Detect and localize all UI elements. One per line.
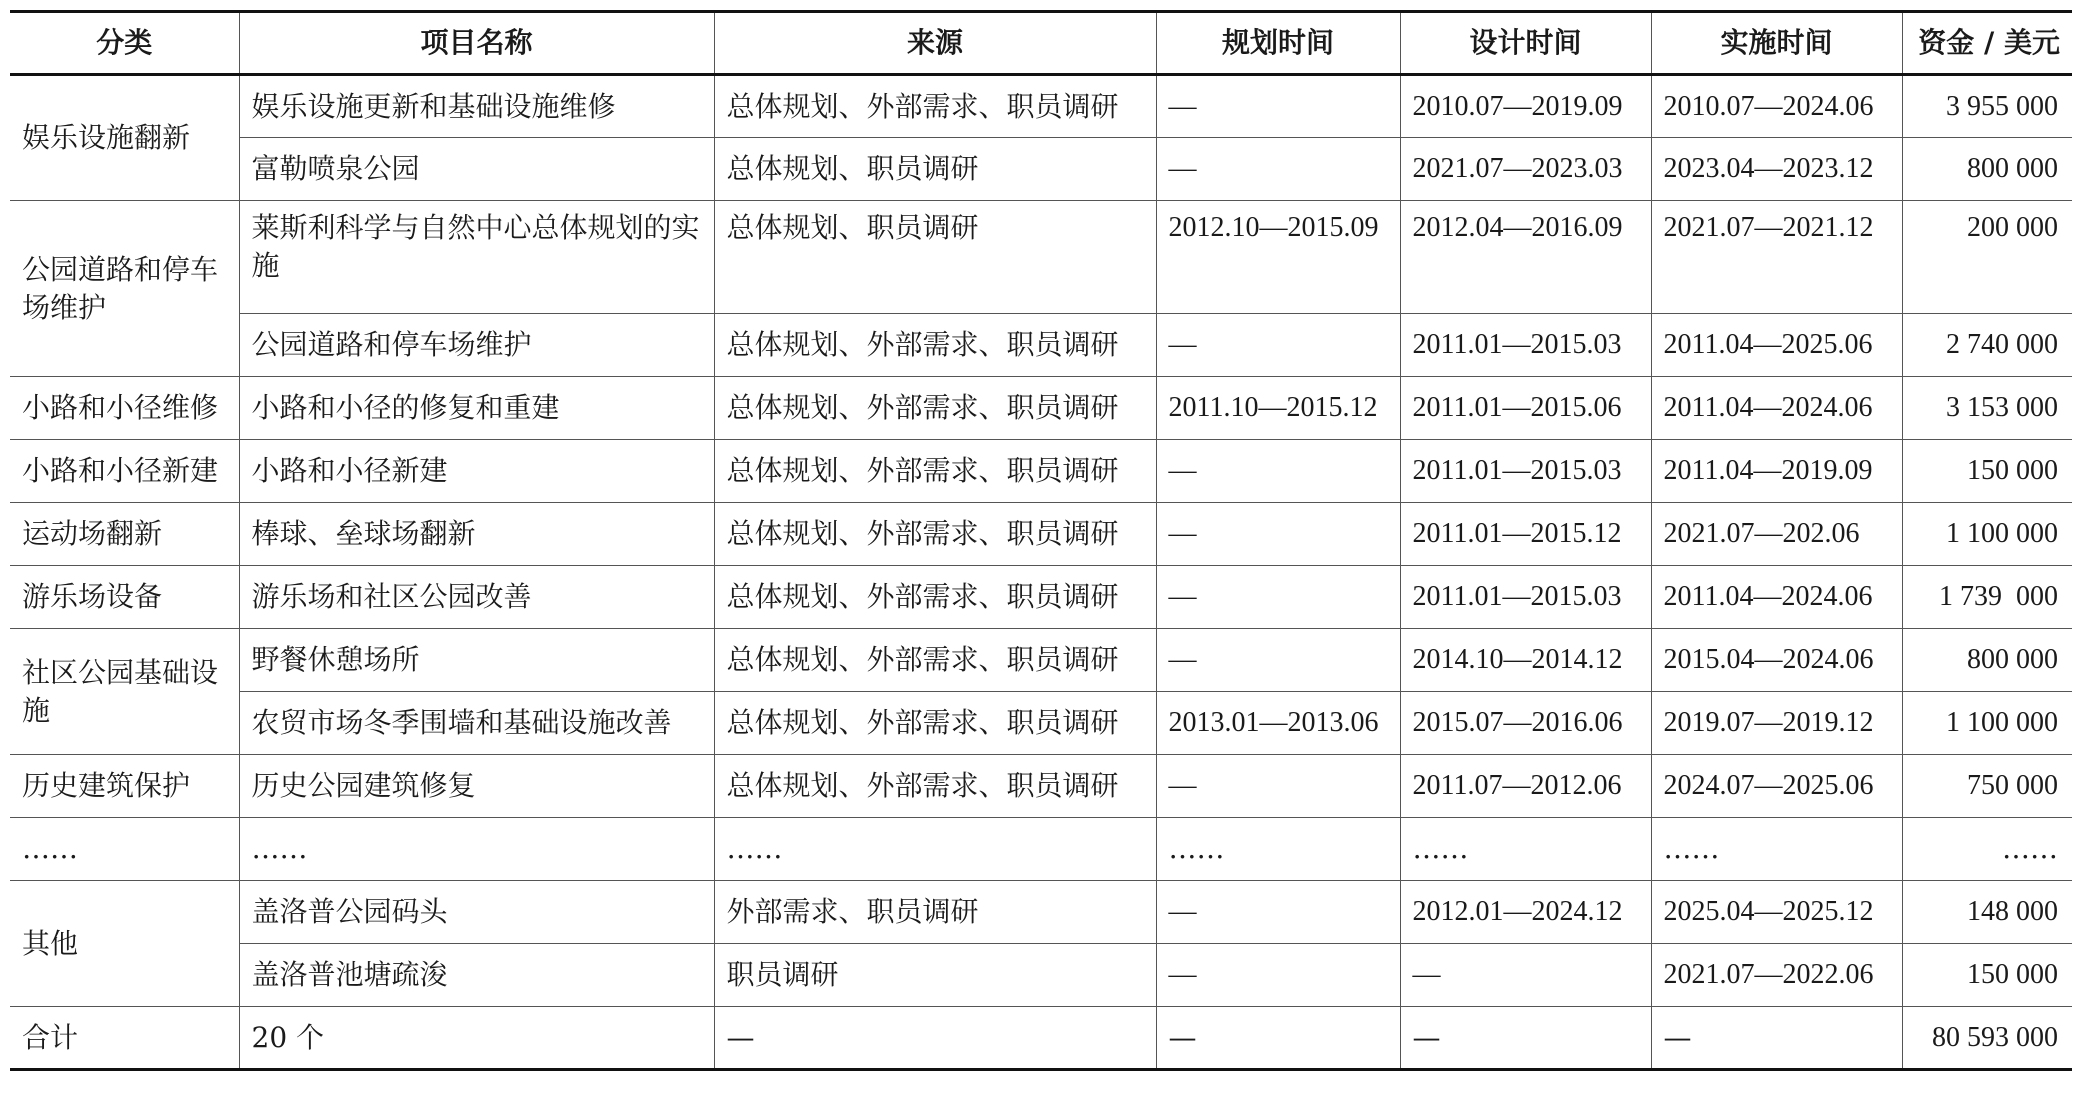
funding-cell: 3 153 000	[1902, 377, 2072, 440]
planning-time-cell: —	[1156, 440, 1400, 503]
funding-cell: 1 739 000	[1902, 566, 2072, 629]
implementation-time-cell: 2011.04—2025.06	[1651, 314, 1902, 377]
implementation-time-cell: 2023.04—2023.12	[1651, 138, 1902, 201]
table-row-ellipsis	[10, 818, 2072, 881]
category-cell: ……	[10, 818, 239, 881]
table-row	[10, 944, 2072, 1007]
funding-cell: 800 000	[1902, 138, 2072, 201]
category-cell: 小路和小径新建	[10, 440, 239, 503]
source-cell: 总体规划、外部需求、职员调研	[714, 75, 1156, 138]
funding-cell: 200 000	[1902, 201, 2072, 314]
design-time-cell: 2011.01—2015.06	[1400, 377, 1651, 440]
planning-time-cell: —	[1156, 1007, 1400, 1070]
project-name-cell: 游乐场和社区公园改善	[239, 566, 714, 629]
design-time-cell: 2011.01—2015.12	[1400, 503, 1651, 566]
design-time-cell: 2011.01—2015.03	[1400, 314, 1651, 377]
header-source: 来源	[714, 12, 1156, 75]
header-project-name: 项目名称	[239, 12, 714, 75]
funding-cell: ……	[1902, 818, 2072, 881]
planning-time-cell: —	[1156, 944, 1400, 1007]
category-cell: 历史建筑保护	[10, 755, 239, 818]
table-row	[10, 314, 2072, 377]
planning-time-cell: 2013.01—2013.06	[1156, 692, 1400, 755]
table-row	[10, 440, 2072, 503]
source-cell: —	[714, 1007, 1156, 1070]
implementation-time-cell: 2025.04—2025.12	[1651, 881, 1902, 944]
project-name-cell: 盖洛普公园码头	[239, 881, 714, 944]
funding-cell: 3 955 000	[1902, 75, 2072, 138]
project-name-cell: 莱斯利科学与自然中心总体规划的实施	[239, 201, 714, 314]
implementation-time-cell: —	[1651, 1007, 1902, 1070]
project-table-container	[10, 10, 2072, 1071]
category-cell: 运动场翻新	[10, 503, 239, 566]
design-time-cell: 2011.01—2015.03	[1400, 440, 1651, 503]
project-name-cell: 盖洛普池塘疏浚	[239, 944, 714, 1007]
design-time-cell: 2011.07—2012.06	[1400, 755, 1651, 818]
source-cell: 外部需求、职员调研	[714, 881, 1156, 944]
project-name-cell: 公园道路和停车场维护	[239, 314, 714, 377]
source-cell: 总体规划、外部需求、职员调研	[714, 503, 1156, 566]
table-row	[10, 881, 2072, 944]
category-cell: 社区公园基础设施	[10, 629, 239, 755]
header-implementation-time: 实施时间	[1651, 12, 1902, 75]
planning-time-cell: 2011.10—2015.12	[1156, 377, 1400, 440]
source-cell: ……	[714, 818, 1156, 881]
project-name-cell: 棒球、垒球场翻新	[239, 503, 714, 566]
source-cell: 总体规划、外部需求、职员调研	[714, 440, 1156, 503]
planning-time-cell: —	[1156, 566, 1400, 629]
table-row	[10, 201, 2072, 314]
source-cell: 总体规划、外部需求、职员调研	[714, 692, 1156, 755]
design-time-cell: —	[1400, 1007, 1651, 1070]
implementation-time-cell: 2021.07—2022.06	[1651, 944, 1902, 1007]
header-funding: 资金 / 美元	[1902, 12, 2072, 75]
implementation-time-cell: 2019.07—2019.12	[1651, 692, 1902, 755]
source-cell: 总体规划、外部需求、职员调研	[714, 566, 1156, 629]
design-time-cell: —	[1400, 944, 1651, 1007]
planning-time-cell: 2012.10—2015.09	[1156, 201, 1400, 314]
project-name-cell: 富勒喷泉公园	[239, 138, 714, 201]
table-row	[10, 566, 2072, 629]
planning-time-cell: —	[1156, 629, 1400, 692]
category-cell: 小路和小径维修	[10, 377, 239, 440]
implementation-time-cell: 2011.04—2024.06	[1651, 566, 1902, 629]
implementation-time-cell: 2024.07—2025.06	[1651, 755, 1902, 818]
source-cell: 总体规划、外部需求、职员调研	[714, 314, 1156, 377]
project-name-cell: 野餐休憩场所	[239, 629, 714, 692]
source-cell: 总体规划、职员调研	[714, 138, 1156, 201]
design-time-cell: ……	[1400, 818, 1651, 881]
category-cell: 合计	[10, 1007, 239, 1070]
planning-time-cell: —	[1156, 755, 1400, 818]
design-time-cell: 2015.07—2016.06	[1400, 692, 1651, 755]
source-cell: 总体规划、外部需求、职员调研	[714, 377, 1156, 440]
funding-cell: 1 100 000	[1902, 503, 2072, 566]
design-time-cell: 2011.01—2015.03	[1400, 566, 1651, 629]
design-time-cell: 2010.07—2019.09	[1400, 75, 1651, 138]
source-cell: 总体规划、职员调研	[714, 201, 1156, 314]
implementation-time-cell: 2010.07—2024.06	[1651, 75, 1902, 138]
design-time-cell: 2012.01—2024.12	[1400, 881, 1651, 944]
table-row	[10, 755, 2072, 818]
funding-cell: 1 100 000	[1902, 692, 2072, 755]
planning-time-cell: —	[1156, 503, 1400, 566]
project-name-cell: 农贸市场冬季围墙和基础设施改善	[239, 692, 714, 755]
implementation-time-cell: 2021.07—2021.12	[1651, 201, 1902, 314]
project-name-cell: 娱乐设施更新和基础设施维修	[239, 75, 714, 138]
planning-time-cell: —	[1156, 75, 1400, 138]
header-category: 分类	[10, 12, 239, 75]
table-header-row	[10, 12, 2072, 75]
funding-cell: 148 000	[1902, 881, 2072, 944]
project-count-cell: 20 个	[239, 1007, 714, 1070]
planning-time-cell: —	[1156, 881, 1400, 944]
planning-time-cell: ……	[1156, 818, 1400, 881]
table-row	[10, 75, 2072, 138]
header-design-time: 设计时间	[1400, 12, 1651, 75]
project-name-cell: 小路和小径的修复和重建	[239, 377, 714, 440]
category-cell: 公园道路和停车场维护	[10, 201, 239, 377]
implementation-time-cell: 2015.04—2024.06	[1651, 629, 1902, 692]
funding-cell: 800 000	[1902, 629, 2072, 692]
planning-time-cell: —	[1156, 138, 1400, 201]
design-time-cell: 2014.10—2014.12	[1400, 629, 1651, 692]
project-name-cell: ……	[239, 818, 714, 881]
table-row-total	[10, 1007, 2072, 1070]
category-cell: 游乐场设备	[10, 566, 239, 629]
source-cell: 总体规划、外部需求、职员调研	[714, 755, 1156, 818]
table-row	[10, 377, 2072, 440]
project-table	[10, 10, 2072, 1071]
funding-cell: 150 000	[1902, 944, 2072, 1007]
project-name-cell: 小路和小径新建	[239, 440, 714, 503]
table-row	[10, 629, 2072, 692]
planning-time-cell: —	[1156, 314, 1400, 377]
implementation-time-cell: 2021.07—202.06	[1651, 503, 1902, 566]
table-row	[10, 692, 2072, 755]
project-name-cell: 历史公园建筑修复	[239, 755, 714, 818]
funding-cell: 750 000	[1902, 755, 2072, 818]
implementation-time-cell: 2011.04—2024.06	[1651, 377, 1902, 440]
funding-cell: 150 000	[1902, 440, 2072, 503]
category-cell: 娱乐设施翻新	[10, 75, 239, 201]
category-cell: 其他	[10, 881, 239, 1007]
design-time-cell: 2021.07—2023.03	[1400, 138, 1651, 201]
table-row	[10, 503, 2072, 566]
header-planning-time: 规划时间	[1156, 12, 1400, 75]
design-time-cell: 2012.04—2016.09	[1400, 201, 1651, 314]
total-funding-cell: 80 593 000	[1902, 1007, 2072, 1070]
table-row	[10, 138, 2072, 201]
source-cell: 总体规划、外部需求、职员调研	[714, 629, 1156, 692]
funding-cell: 2 740 000	[1902, 314, 2072, 377]
source-cell: 职员调研	[714, 944, 1156, 1007]
implementation-time-cell: ……	[1651, 818, 1902, 881]
implementation-time-cell: 2011.04—2019.09	[1651, 440, 1902, 503]
